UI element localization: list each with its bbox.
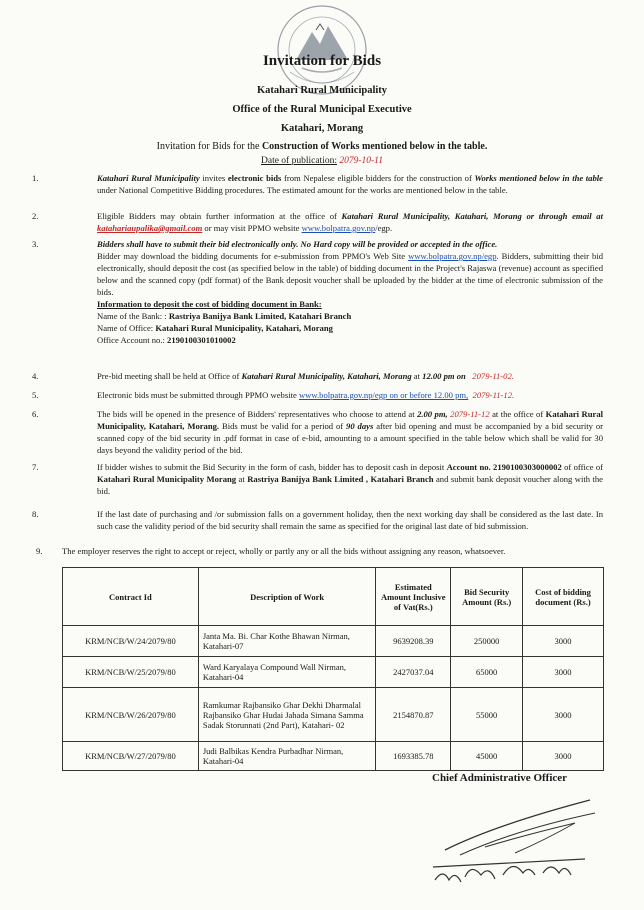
clause-text: under National Competitive Bidding procedures. The estimated amount for the works are mentioned below in the table. — [97, 185, 508, 195]
clause-body — [97, 238, 603, 346]
account-number: 2190100301010002 — [167, 335, 236, 345]
table-row — [63, 688, 604, 742]
table-row — [63, 626, 604, 657]
clause-text: /egp. — [375, 223, 393, 233]
clause-text: from Nepalese eligible bidders for the construction of — [281, 173, 475, 183]
estimated-amount: 2154870.87 — [376, 688, 451, 742]
column-header: Contract Id — [63, 568, 199, 626]
bid-security: 45000 — [451, 742, 523, 771]
column-header: Bid Security Amount (Rs.) — [451, 568, 523, 626]
signatory-title: Chief Administrative Officer — [432, 772, 568, 784]
clause-number: 1. — [32, 173, 39, 183]
municipality-name: Katahari Rural Municipality — [256, 85, 388, 96]
bids-table — [62, 567, 604, 771]
clause-text: 2.00 pm, — [417, 409, 451, 419]
clause-number: 6. — [32, 409, 39, 419]
clause-number: 8. — [32, 509, 39, 519]
clause-body — [97, 210, 603, 234]
bid-security: 55000 — [451, 688, 523, 742]
table-row — [63, 657, 604, 688]
column-header: Estimated Amount Inclusive of Vat(Rs.) — [376, 568, 451, 626]
clause-text: If bidder wishes to submit the Bid Security in the form of cash, bidder has to deposit cash in deposit — [97, 462, 447, 472]
ppmo-website-link[interactable]: www.bolpatra.gov.np — [301, 223, 376, 233]
table-row — [63, 742, 604, 771]
clause-text: or may visit PPMO website — [202, 223, 302, 233]
clause-text: Bids must be valid for a period of — [219, 421, 347, 431]
intro-prefix: Invitation for Bids for the — [156, 141, 262, 152]
clause-text: Katahari Rural Municipality, Katahari, Morang — [241, 371, 412, 381]
clause-text: invites — [199, 173, 228, 183]
clause-body — [97, 389, 603, 401]
email-link[interactable]: katahariaupalika@gmail.com — [97, 223, 203, 233]
intro-bold: Construction of Works mentioned below in the table. — [261, 141, 488, 152]
work-description: Ramkumar Rajbansiko Ghar Dekhi Dharmalal Rajbansiko Ghar Hudai Jahada Simana Samma Sadak Storunnati (2nd Part), Katahari- 02 — [198, 688, 376, 742]
clause-text: The bids will be opened in the presence of Bidders' representatives who choose to attend at — [97, 409, 418, 419]
bank-name: Rastriya Banijya Bank Limited, Katahari Branch — [168, 311, 352, 321]
clause-text: after bid opening and must be accompanied by a bid security or scanned copy of the bid security in .pdf format in case of e-bid, amounting to a amount specified in the table below which shall be valid for 30 days beyond the validity period of the bid. — [97, 421, 603, 455]
submission-link[interactable]: www.bolpatra.gov.np/egp on or before 12.00 pm, — [298, 390, 469, 400]
work-description: Judi Balbikas Kendra Purbadhar Nirman, Katahari-04 — [198, 742, 376, 771]
clause-text: Katahari Rural Municipality Morang — [97, 474, 237, 484]
clause-text: . Bidders, submitting their bid electronically, should deposit the cost (as specified below in the table) of bidding document in the Project's Rajaswa (revenue) account as specified below and the scanned copy (pdf format) of the Bank deposit voucher shall be uploaded by the bidder at the time of electronic submission of the bids. — [97, 251, 603, 297]
clause-text: Bidder may download the bidding documents for e-submission from PPMO's Web Site — [97, 251, 409, 261]
clause-number: 7. — [32, 462, 39, 472]
clause-text: Eligible Bidders may obtain further information at the office of — [97, 211, 342, 221]
document-cost: 3000 — [523, 657, 604, 688]
clause-body — [97, 461, 603, 497]
publication-date-line — [0, 156, 644, 166]
clause-text: at the office of — [489, 409, 546, 419]
clause-text: Katahari Rural Municipality, Katahari, Morang. — [97, 409, 604, 431]
prebid-date: 2079-11-02. — [472, 371, 514, 381]
clause-text: Rastriya Banijya Bank Limited , Katahari Branch — [247, 474, 434, 484]
submission-date: 2079-11-12. — [472, 390, 515, 400]
estimated-amount: 2427037.04 — [376, 657, 451, 688]
ppmo-egp-link[interactable]: www.bolpatra.gov.np/egp — [408, 251, 497, 261]
clause-text: Bidders shall have to submit their bid electronically only. No Hard copy will be provided or accepted in the office. — [97, 239, 498, 249]
clause-text: of office of — [561, 462, 603, 472]
intro-line — [0, 141, 644, 152]
clause-body: The employer reserves the right to accept or reject, wholly or partly any or all the bids without assigning any reason, whatsoever. — [62, 546, 506, 556]
clause-text: at — [236, 474, 248, 484]
publication-date: 2079-10-11 — [336, 156, 383, 166]
document-cost: 3000 — [523, 688, 604, 742]
clause-number: 9. — [36, 546, 43, 556]
work-description: Ward Karyalaya Compound Wall Nirman, Katahari-04 — [198, 657, 376, 688]
office-name: Office of the Rural Municipal Executive — [232, 104, 412, 115]
table-header-row — [63, 568, 604, 626]
document-cost: 3000 — [523, 626, 604, 657]
clause-text: Electronic bids must be submitted through PPMO website — [97, 390, 299, 400]
column-header: Description of Work — [198, 568, 376, 626]
clause-text: 90 days — [346, 421, 374, 431]
bank-label: Name of the Bank: : — [97, 311, 169, 321]
clause-text: electronic bids — [227, 173, 282, 183]
office-value: Katahari Rural Municipality, Katahari, Morang — [155, 323, 333, 333]
estimated-amount: 1693385.78 — [376, 742, 451, 771]
clause-number: 3. — [32, 239, 39, 249]
signature-image — [425, 795, 605, 905]
clause-number: 2. — [32, 211, 39, 221]
clause-text: 12.00 pm on — [422, 371, 466, 381]
publication-label: Date of publication: — [261, 156, 337, 166]
clause-number: 5. — [32, 390, 39, 400]
clause-text: Works mentioned below in the table — [474, 173, 603, 183]
clause-body — [97, 370, 603, 382]
account-label: Office Account no.: — [97, 335, 168, 345]
clause-number: 4. — [32, 371, 39, 381]
work-description: Janta Ma. Bi. Char Kothe Bhawan Nirman, Katahari-07 — [198, 626, 376, 657]
opening-date: 2079-11-12 — [450, 409, 490, 419]
clause-text: Katahari Rural Municipality — [97, 173, 200, 183]
clause-text: Pre-bid meeting shall be held at Office of — [97, 371, 242, 381]
contract-id: KRM/NCB/W/25/2079/80 — [63, 657, 199, 688]
bank-info-heading: Information to deposit the cost of bidding document in Bank: — [97, 299, 322, 309]
office-label: Name of Office: — [97, 323, 156, 333]
contract-id: KRM/NCB/W/24/2079/80 — [63, 626, 199, 657]
clause-text: at — [411, 371, 423, 381]
page-title: Invitation for Bids — [262, 53, 382, 69]
estimated-amount: 9639208.39 — [376, 626, 451, 657]
clause-body: If the last date of purchasing and /or submission falls on a government holiday, then the next working day shall be considered as the last date. In such case the validity period of the bid security shall remain the same as specified for the original last date of bid submission. — [97, 509, 603, 531]
clause-text: Katahari Rural Municipality, Katahari, Morang or through email at — [341, 211, 603, 221]
column-header: Cost of bidding document (Rs.) — [523, 568, 604, 626]
document-cost: 3000 — [523, 742, 604, 771]
clause-body — [97, 408, 603, 456]
clause-text: Account no. 2190100303000002 — [446, 462, 562, 472]
contract-id: KRM/NCB/W/27/2079/80 — [63, 742, 199, 771]
contract-id: KRM/NCB/W/26/2079/80 — [63, 688, 199, 742]
clause-body — [97, 172, 603, 196]
bid-security: 65000 — [451, 657, 523, 688]
clause-text: and submit bank deposit voucher along with the bid. — [97, 474, 603, 496]
bid-security: 250000 — [451, 626, 523, 657]
office-location: Katahari, Morang — [280, 123, 364, 134]
